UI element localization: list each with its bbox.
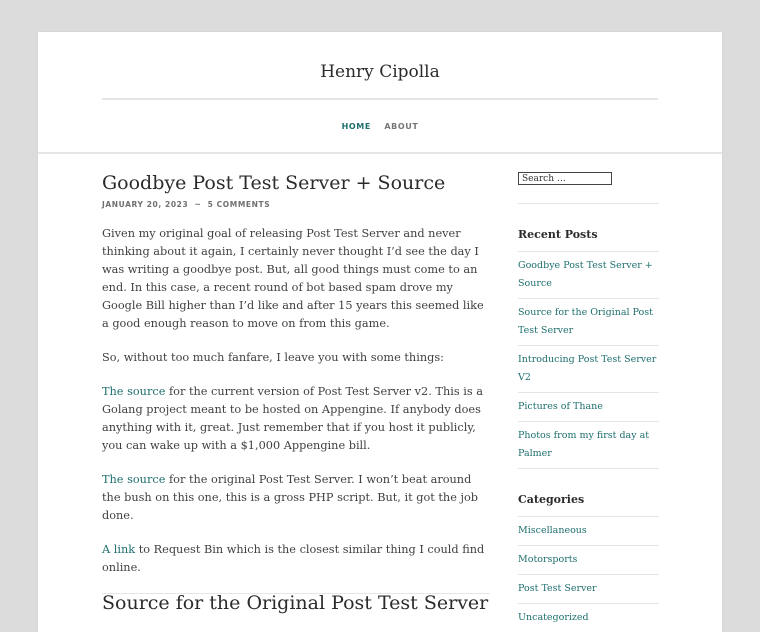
- list-item: [518, 545, 659, 574]
- post-body: [102, 225, 490, 577]
- sidebar-divider: [518, 468, 659, 469]
- recent-posts-title: Recent Posts: [518, 228, 598, 241]
- post-paragraph: [102, 541, 490, 577]
- main-navigation: [38, 122, 722, 131]
- post-title[interactable]: Goodbye Post Test Server + Source: [102, 172, 446, 194]
- nav-home[interactable]: HOME: [341, 122, 371, 131]
- recent-post-link[interactable]: Source for the Original Post Test Server: [518, 307, 653, 336]
- list-item: [518, 298, 659, 345]
- next-post-title[interactable]: Source for the Original Post Test Server: [102, 592, 489, 614]
- list-item: [518, 421, 659, 468]
- source-original-link[interactable]: The source: [102, 473, 166, 486]
- sidebar-divider: [518, 203, 659, 204]
- category-link[interactable]: Miscellaneous: [518, 525, 587, 536]
- list-item: [518, 516, 659, 545]
- post-paragraph: So, without too much fanfare, I leave you with some things:: [102, 351, 444, 364]
- search-field[interactable]: Search …: [518, 172, 612, 185]
- header-divider: [102, 98, 658, 100]
- request-bin-link[interactable]: A link: [102, 543, 136, 556]
- categories-list: [518, 516, 659, 632]
- post-paragraph: Given my original goal of releasing Post Test Server and never thinking about it again, I certainly never thought I’d see the day I was writing a goodbye post. But, all good things must come to an end. In this case, a recent round of bot based spam drove my Google Bill higher than I’d like and after 15 years this seemed like a good enough reason to move on from this game.: [102, 227, 484, 330]
- list-item: [518, 574, 659, 603]
- categories-title: Categories: [518, 493, 585, 506]
- site-title[interactable]: Henry Cipolla: [320, 62, 440, 82]
- source-v2-link[interactable]: The source: [102, 385, 166, 398]
- paragraph-text: to Request Bin which is the closest similar thing I could find online.: [102, 543, 485, 574]
- recent-post-link[interactable]: Pictures of Thane: [518, 401, 603, 412]
- category-link[interactable]: Motorsports: [518, 554, 578, 565]
- list-item: [518, 603, 659, 632]
- recent-post-link[interactable]: Photos from my first day at Palmer: [518, 430, 650, 459]
- post-comments-link[interactable]: 5 COMMENTS: [207, 200, 271, 209]
- post-paragraph: [102, 383, 490, 455]
- nav-divider: [38, 152, 722, 154]
- list-item: [518, 251, 659, 298]
- post-date[interactable]: JANUARY 20, 2023: [102, 200, 189, 209]
- meta-separator: ~: [194, 200, 202, 209]
- nav-about[interactable]: ABOUT: [384, 122, 419, 131]
- main-content: [102, 172, 490, 594]
- paragraph-text: for the current version of Post Test Server v2. This is a Golang project meant to be hosted on Appengine. If anybody does anything with it, great. Just remember that if you host it publicly, you can wake up with a $1,000 Appengine bill.: [102, 385, 483, 452]
- post-paragraph: [102, 471, 490, 525]
- sidebar: [518, 172, 659, 632]
- recent-post-link[interactable]: Goodbye Post Test Server + Source: [518, 260, 653, 289]
- list-item: [518, 392, 659, 421]
- post-meta: [102, 200, 490, 209]
- paragraph-text: for the original Post Test Server. I won’t beat around the bush on this one, this is a gross PHP script. But, it got the job done.: [102, 473, 479, 522]
- category-link[interactable]: Post Test Server: [518, 583, 597, 594]
- page-card: [38, 32, 722, 632]
- recent-posts-list: [518, 251, 659, 468]
- recent-post-link[interactable]: Introducing Post Test Server V2: [518, 354, 657, 383]
- list-item: [518, 345, 659, 392]
- category-link[interactable]: Uncategorized: [518, 612, 589, 623]
